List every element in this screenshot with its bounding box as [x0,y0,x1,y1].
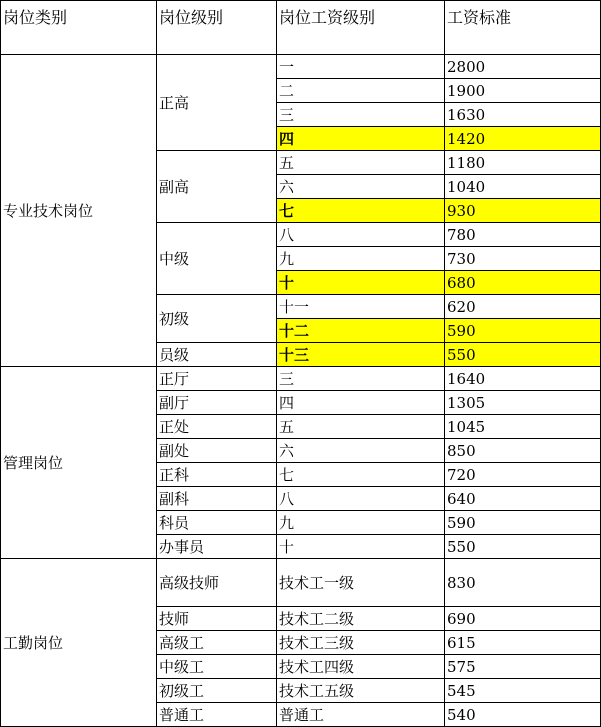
grade-cell: 六 [277,175,445,199]
level-fugao: 副高 [157,151,277,223]
grade-cell: 技术工三级 [277,631,445,655]
grade-cell: 九 [277,511,445,535]
grade-cell: 三 [277,103,445,127]
level-cell: 高级技师 [157,559,277,607]
level-zhenggao: 正高 [157,55,277,151]
category-professional: 专业技术岗位 [1,55,157,367]
level-cell: 副厅 [157,391,277,415]
wage-cell: 1640 [445,367,601,391]
wage-cell: 2800 [445,55,601,79]
level-cell: 科员 [157,511,277,535]
wage-cell: 640 [445,487,601,511]
level-cell: 副科 [157,487,277,511]
level-cell: 普通工 [157,703,277,727]
grade-cell: 七 [277,463,445,487]
category-management: 管理岗位 [1,367,157,559]
wage-cell: 850 [445,439,601,463]
grade-cell: 九 [277,247,445,271]
wage-cell-highlighted: 930 [445,199,601,223]
grade-cell: 二 [277,79,445,103]
table-row [1,55,601,79]
level-cell: 技师 [157,607,277,631]
grade-cell: 五 [277,151,445,175]
wage-cell: 720 [445,463,601,487]
wage-cell-highlighted: 680 [445,271,601,295]
grade-cell: 一 [277,55,445,79]
level-cell: 高级工 [157,631,277,655]
grade-cell: 八 [277,487,445,511]
grade-cell-highlighted: 四 [277,127,445,151]
table-row [1,367,601,391]
grade-cell: 技术工二级 [277,607,445,631]
wage-cell: 1040 [445,175,601,199]
wage-cell: 620 [445,295,601,319]
header-post-level: 岗位级别 [157,1,277,55]
level-cell: 正厅 [157,367,277,391]
wage-cell-highlighted: 1420 [445,127,601,151]
level-cell: 中级工 [157,655,277,679]
grade-cell: 普通工 [277,703,445,727]
wage-cell: 730 [445,247,601,271]
grade-cell: 十一 [277,295,445,319]
header-post-category: 岗位类别 [1,1,157,55]
wage-cell: 830 [445,559,601,607]
level-cell: 初级工 [157,679,277,703]
wage-cell: 575 [445,655,601,679]
grade-cell: 技术工四级 [277,655,445,679]
grade-cell: 技术工五级 [277,679,445,703]
wage-cell: 545 [445,679,601,703]
wage-cell: 615 [445,631,601,655]
grade-cell: 五 [277,415,445,439]
grade-cell-highlighted: 十 [277,271,445,295]
level-chuji: 初级 [157,295,277,343]
wage-cell-highlighted: 550 [445,343,601,367]
header-row [1,1,601,55]
category-worker: 工勤岗位 [1,559,157,727]
header-wage-standard: 工资标准 [445,1,601,55]
wage-cell: 690 [445,607,601,631]
grade-cell: 三 [277,367,445,391]
grade-cell: 技术工一级 [277,559,445,607]
level-cell: 办事员 [157,535,277,559]
header-wage-grade: 岗位工资级别 [277,1,445,55]
wage-cell-highlighted: 590 [445,319,601,343]
grade-cell: 六 [277,439,445,463]
grade-cell-highlighted: 十三 [277,343,445,367]
level-cell: 正科 [157,463,277,487]
wage-cell: 1900 [445,79,601,103]
wage-cell: 1180 [445,151,601,175]
level-yuanji: 员级 [157,343,277,367]
wage-cell: 1305 [445,391,601,415]
grade-cell-highlighted: 十二 [277,319,445,343]
wage-cell: 780 [445,223,601,247]
level-zhongji: 中级 [157,223,277,295]
grade-cell: 四 [277,391,445,415]
wage-cell: 590 [445,511,601,535]
wage-cell: 540 [445,703,601,727]
wage-cell: 1045 [445,415,601,439]
table-row [1,559,601,607]
grade-cell: 八 [277,223,445,247]
level-cell: 副处 [157,439,277,463]
grade-cell-highlighted: 七 [277,199,445,223]
level-cell: 正处 [157,415,277,439]
wage-cell: 550 [445,535,601,559]
grade-cell: 十 [277,535,445,559]
wage-cell: 1630 [445,103,601,127]
